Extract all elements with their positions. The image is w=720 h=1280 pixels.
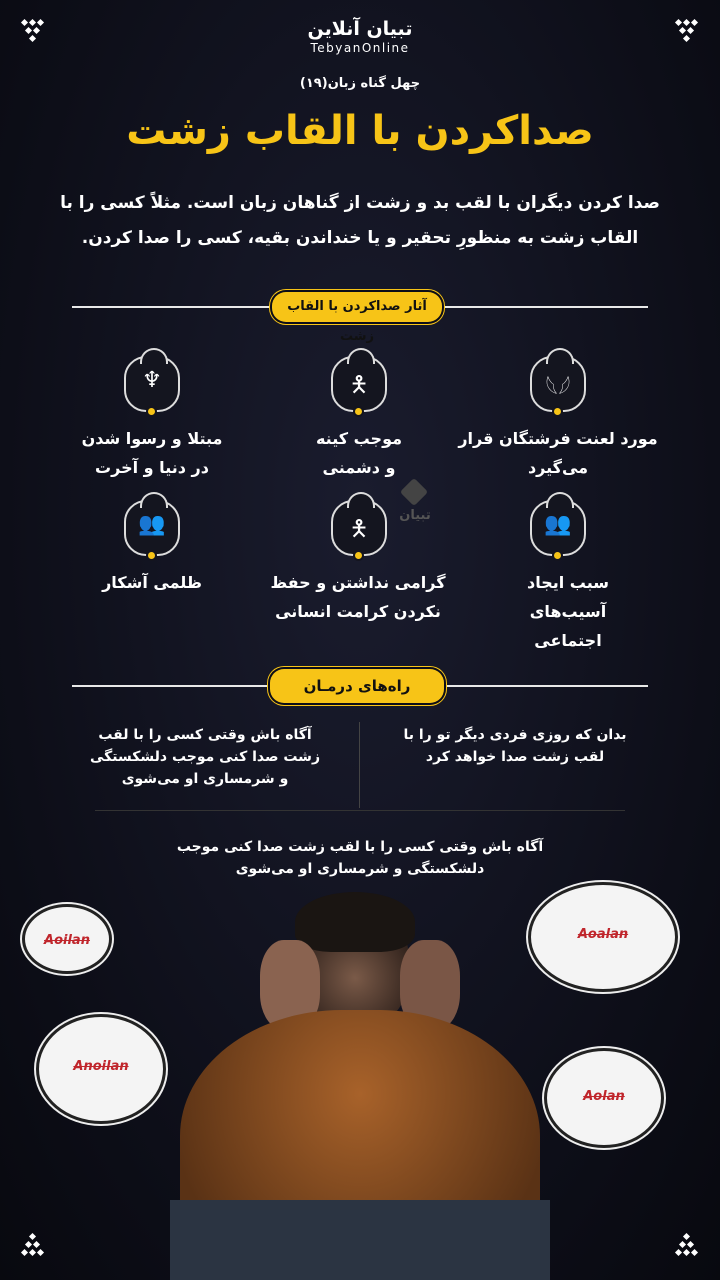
intro-text: صدا کردن دیگران با لقب بد و زشت از گناهان زبان است. مثلاً کسی را با القاب زشت به منظورِ تحقیر و یا خنداندن بقیه، کسی را صدا کردن. <box>60 193 660 248</box>
speech-bubble: Aoilan <box>22 904 112 974</box>
brand-name-en: TebyanOnline <box>310 41 410 55</box>
oppression-icon: 👥 <box>120 494 184 564</box>
distressed-man-illustration <box>170 900 550 1280</box>
series-label: چهل گناه زبان(۱۹) <box>299 76 421 91</box>
effect-caption: گرامی نداشتن و حفظ نکردن کرامت انسانی <box>270 573 446 621</box>
social-harm-icon: 👥 <box>526 494 590 564</box>
remedies-heading: راه‌های درمـان <box>270 669 444 703</box>
effect-caption: موجب کینه و دشمنی <box>315 429 403 477</box>
speech-bubble: Anoilan <box>36 1014 166 1124</box>
effects-heading: آثار صداکردن با القاب زشت <box>272 292 442 322</box>
remedy-right: بدان که روزی فردی دیگر تو را با لقب زشت صدا خواهد کرد <box>403 727 627 765</box>
watermark: تبیان <box>399 508 431 523</box>
brand-name-fa: تبیان آنلاین <box>307 18 413 40</box>
watermark-icon <box>400 478 428 506</box>
remedy-bottom: آگاه باش وقتی کسی را با لقب زشت صدا کنی موجب دلشکستگی و شرمساری او می‌شوی <box>176 839 544 877</box>
corner-ornament-icon <box>22 1234 44 1258</box>
disrespect-icon: 🯅 <box>327 494 391 564</box>
effect-caption: سبب ایجاد آسیب‌های اجتماعی <box>526 573 609 650</box>
angel-wings-icon: 𓆩𓆪 <box>526 350 590 420</box>
effect-caption: مورد لعنت فرشتگان قرار می‌گیرد <box>458 429 658 477</box>
effect-caption: ظلمی آشکار <box>102 573 202 592</box>
corner-ornament-icon <box>676 1234 698 1258</box>
column-divider <box>359 722 360 808</box>
speech-bubble: Aoalan <box>528 882 678 992</box>
fighting-people-icon: 🯅 <box>327 350 391 420</box>
crowd-disgrace-icon: ♆ <box>120 350 184 420</box>
brand-logo <box>0 18 720 55</box>
speech-bubble: Aolan <box>544 1048 664 1148</box>
effect-caption: مبتلا و رسوا شدن در دنیا و آخرت <box>81 429 223 477</box>
page-title: صداکردن با القاب زشت <box>126 108 594 154</box>
remedy-left: آگاه باش وقتی کسی را با لقب زشت صدا کنی موجب دلشکستگی و شرمساری او می‌شوی <box>89 727 321 787</box>
divider <box>95 810 625 811</box>
